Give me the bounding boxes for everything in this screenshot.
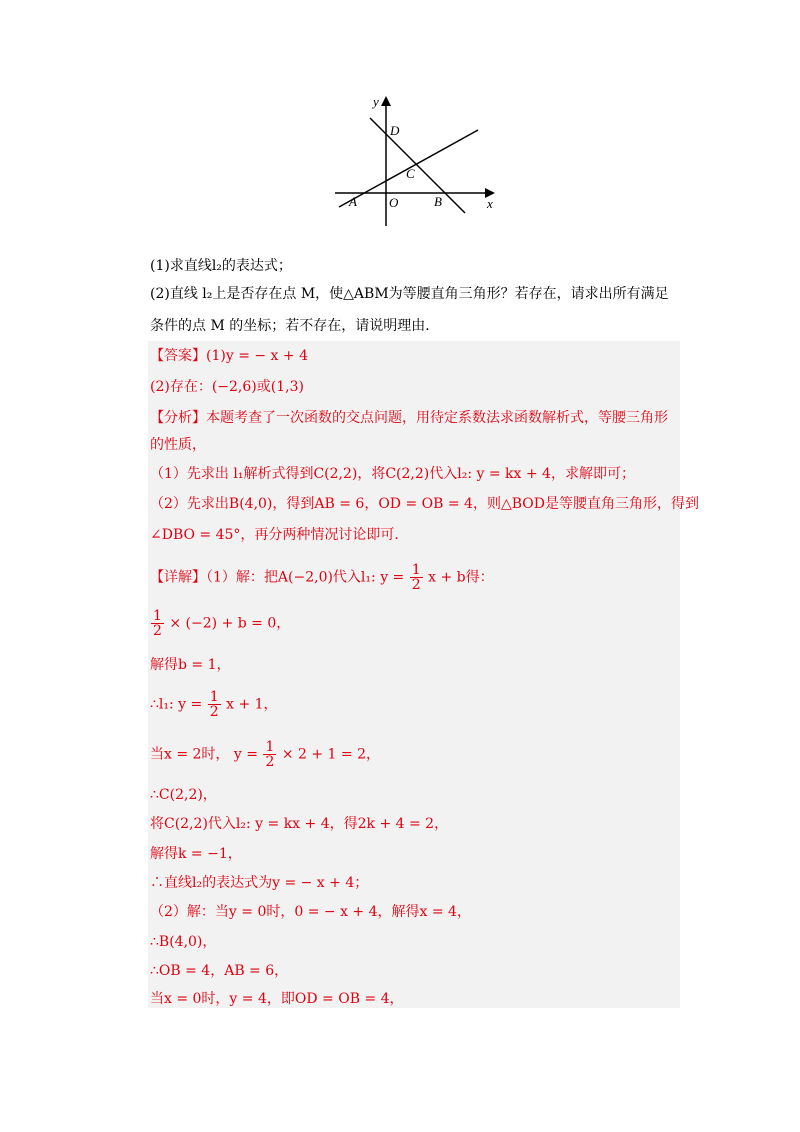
detail-line-1 [150,563,494,592]
detail-line-8: 解得k = −1， [150,846,242,862]
detail-line-7: 将C(2,2)代入l₂: y = kx + 4，得2k + 4 = 2， [150,816,449,832]
fraction-half [263,740,276,769]
analysis-line-1: 【分析】本题考查了一次函数的交点问题，用待定系数法求函数解析式，等腰三角形 [150,410,668,426]
detail-line-5-suffix: × 2 + 1 = 2， [281,746,380,763]
fraction-numerator: 1 [411,562,421,578]
analysis-line-3: （1）先求出 l₁解析式得到C(2,2)，将C(2,2)代入l₂: y = kx + 4，求解即可； [150,466,635,482]
detail-line-1-suffix: x + b得： [428,569,494,586]
detail-line-5 [150,740,380,769]
question-2-line-2: 条件的点 M 的坐标；若不存在，请说明理由． [150,318,440,334]
detail-line-13: 当x = 0时，y = 4，即OD = OB = 4， [150,991,404,1007]
detail-line-4 [150,690,278,719]
fraction-denominator: 2 [209,704,219,720]
answer-line-1: 【答案】(1)y = − x + 4 [150,348,308,364]
fraction-denominator: 2 [265,754,275,770]
label-a: A [349,194,357,209]
fraction-half [151,609,164,638]
analysis-line-4: （2）先求出B(4,0)，得到AB = 6，OD = OB = 4，则△BOD是等腰直角三角形，得到 [150,496,699,512]
fraction-half [208,690,221,719]
detail-line-10: （2）解：当y = 0时，0 = − x + 4，解得x = 4， [150,904,471,920]
analysis-line-2: 的性质， [150,437,206,453]
label-o: O [389,195,399,210]
detail-line-4-prefix: ∴l₁: y = [150,696,203,713]
question-1: (1)求直线l₂的表达式； [150,258,292,274]
detail-line-2-suffix: × (−2) + b = 0， [169,615,291,632]
detail-line-3: 解得b = 1， [150,657,231,673]
analysis-line-5: ∠DBO = 45°，再分两种情况讨论即可． [150,527,409,543]
label-b: B [434,194,442,209]
answer-line-2: (2)存在：(−2,6)或(1,3) [150,379,304,395]
fraction-denominator: 2 [411,577,421,593]
label-d: D [390,123,400,138]
detail-line-9: ∴直线l₂的表达式为y = − x + 4； [150,875,369,891]
detail-line-1-prefix: 【详解】（1）解：把A(−2,0)代入l₁: y = [150,569,405,586]
y-axis-arrow [381,96,391,106]
fraction-denominator: 2 [153,623,162,639]
label-y: y [373,94,379,109]
label-c: C [406,166,415,181]
line-l2 [370,118,465,213]
detail-line-4-suffix: x + 1， [226,696,278,713]
label-x: x [487,196,493,211]
fraction-half [410,563,423,592]
question-2-line-1: (2)直线 l₂上是否存在点 M，使△ABM为等腰直角三角形？若存在，请求出所有满足 [150,286,669,302]
coordinate-figure [325,86,505,236]
fraction-numerator: 1 [209,689,219,705]
coordinate-graph [325,86,505,236]
detail-line-5-prefix: 当x = 2时， y = [150,746,258,763]
detail-line-2 [150,609,290,638]
detail-line-11: ∴B(4,0)， [150,934,217,950]
fraction-numerator: 1 [265,739,275,755]
detail-line-6: ∴C(2,2)， [150,787,217,803]
fraction-numerator: 1 [153,608,162,624]
detail-line-12: ∴OB = 4，AB = 6， [150,963,289,979]
